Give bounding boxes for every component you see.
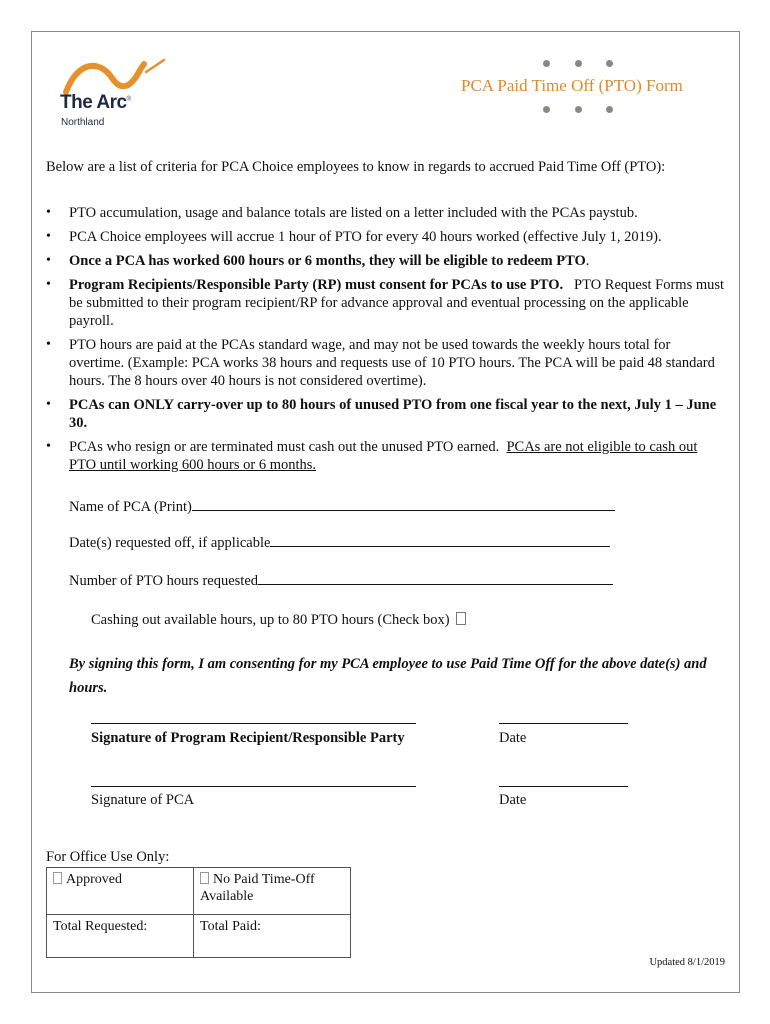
cashout-field[interactable] xyxy=(91,612,466,629)
hours-field[interactable] xyxy=(69,571,613,590)
list-item: • PCAs who resign or are terminated must cash out the unused PTO earned. PCAs are not eligible to cash out PTO until working 600 hours or 6 months. xyxy=(46,438,726,474)
logo-subtitle: Northland xyxy=(61,117,105,128)
total-paid-cell[interactable]: Total Paid: xyxy=(194,915,351,958)
dates-label: Date(s) requested off, if applicable xyxy=(69,535,271,551)
list-item: • PCAs can ONLY carry-over up to 80 hours of unused PTO from one fiscal year to the next, July 1 – June 30. xyxy=(46,396,726,432)
list-item: • Once a PCA has worked 600 hours or 6 months, they will be eligible to redeem PTO. xyxy=(46,252,726,270)
pca-name-field[interactable] xyxy=(69,497,615,516)
rp-signature-label: Signature of Program Recipient/Responsible Party xyxy=(91,730,405,746)
list-item: • Program Recipients/Responsible Party (RP) must consent for PCAs to use PTO. PTO Request Forms must be submitted to their program recipient/RP for advance approval and eventual processing on the applicable payroll. xyxy=(46,276,726,330)
rp-signature-line[interactable] xyxy=(91,723,416,724)
logo-name: The Arc® xyxy=(60,92,131,113)
dates-field[interactable] xyxy=(69,533,610,552)
cashout-checkbox[interactable] xyxy=(456,612,466,625)
consent-statement: By signing this form, I am consenting for my PCA employee to use Paid Time Off for the above date(s) and hours. xyxy=(69,656,707,696)
rp-date-label: Date xyxy=(499,730,527,746)
hours-input[interactable] xyxy=(258,571,613,585)
office-use-table xyxy=(46,867,351,958)
updated-date: Updated 8/1/2019 xyxy=(649,957,725,968)
total-requested-cell[interactable]: Total Requested: xyxy=(47,915,194,958)
form-title: PCA Paid Time Off (PTO) Form xyxy=(461,76,683,95)
cashout-label: Cashing out available hours, up to 80 PTO hours (Check box) xyxy=(91,612,450,628)
approved-cell[interactable]: Approved xyxy=(47,868,194,915)
pca-date-line[interactable] xyxy=(499,786,628,787)
office-use-label: For Office Use Only: xyxy=(46,849,170,865)
no-pto-checkbox[interactable] xyxy=(200,872,209,884)
criteria-list xyxy=(46,204,726,480)
form-page xyxy=(31,31,740,993)
pca-name-input[interactable] xyxy=(192,497,615,511)
no-pto-cell[interactable]: No Paid Time-Off Available xyxy=(194,868,351,915)
pca-name-label: Name of PCA (Print) xyxy=(69,499,192,515)
list-item: • PTO hours are paid at the PCAs standard wage, and may not be used towards the weekly hours total for overtime. (Example: PCA works 38 hours and requests use of 10 PTO hours. The PCA will be paid 48 standard hours. The 8 hours over 40 hours is not considered overtime). xyxy=(46,336,726,390)
dates-input[interactable] xyxy=(270,533,610,547)
pca-signature-line[interactable] xyxy=(91,786,416,787)
hours-label: Number of PTO hours requested xyxy=(69,573,259,589)
pca-signature-label: Signature of PCA xyxy=(91,792,195,808)
list-item: • PCA Choice employees will accrue 1 hour of PTO for every 40 hours worked (effective July 1, 2019). xyxy=(46,228,726,246)
intro-text: Below are a list of criteria for PCA Choice employees to know in regards to accrued Paid Time Off (PTO): xyxy=(46,159,666,175)
decorative-dots-top xyxy=(543,60,613,67)
approved-checkbox[interactable] xyxy=(53,872,62,884)
rp-date-line[interactable] xyxy=(499,723,628,724)
arc-logo xyxy=(60,58,180,128)
list-item: • PTO accumulation, usage and balance totals are listed on a letter included with the PCAs paystub. xyxy=(46,204,726,222)
pca-date-label: Date xyxy=(499,792,527,808)
decorative-dots-bottom xyxy=(543,106,613,113)
